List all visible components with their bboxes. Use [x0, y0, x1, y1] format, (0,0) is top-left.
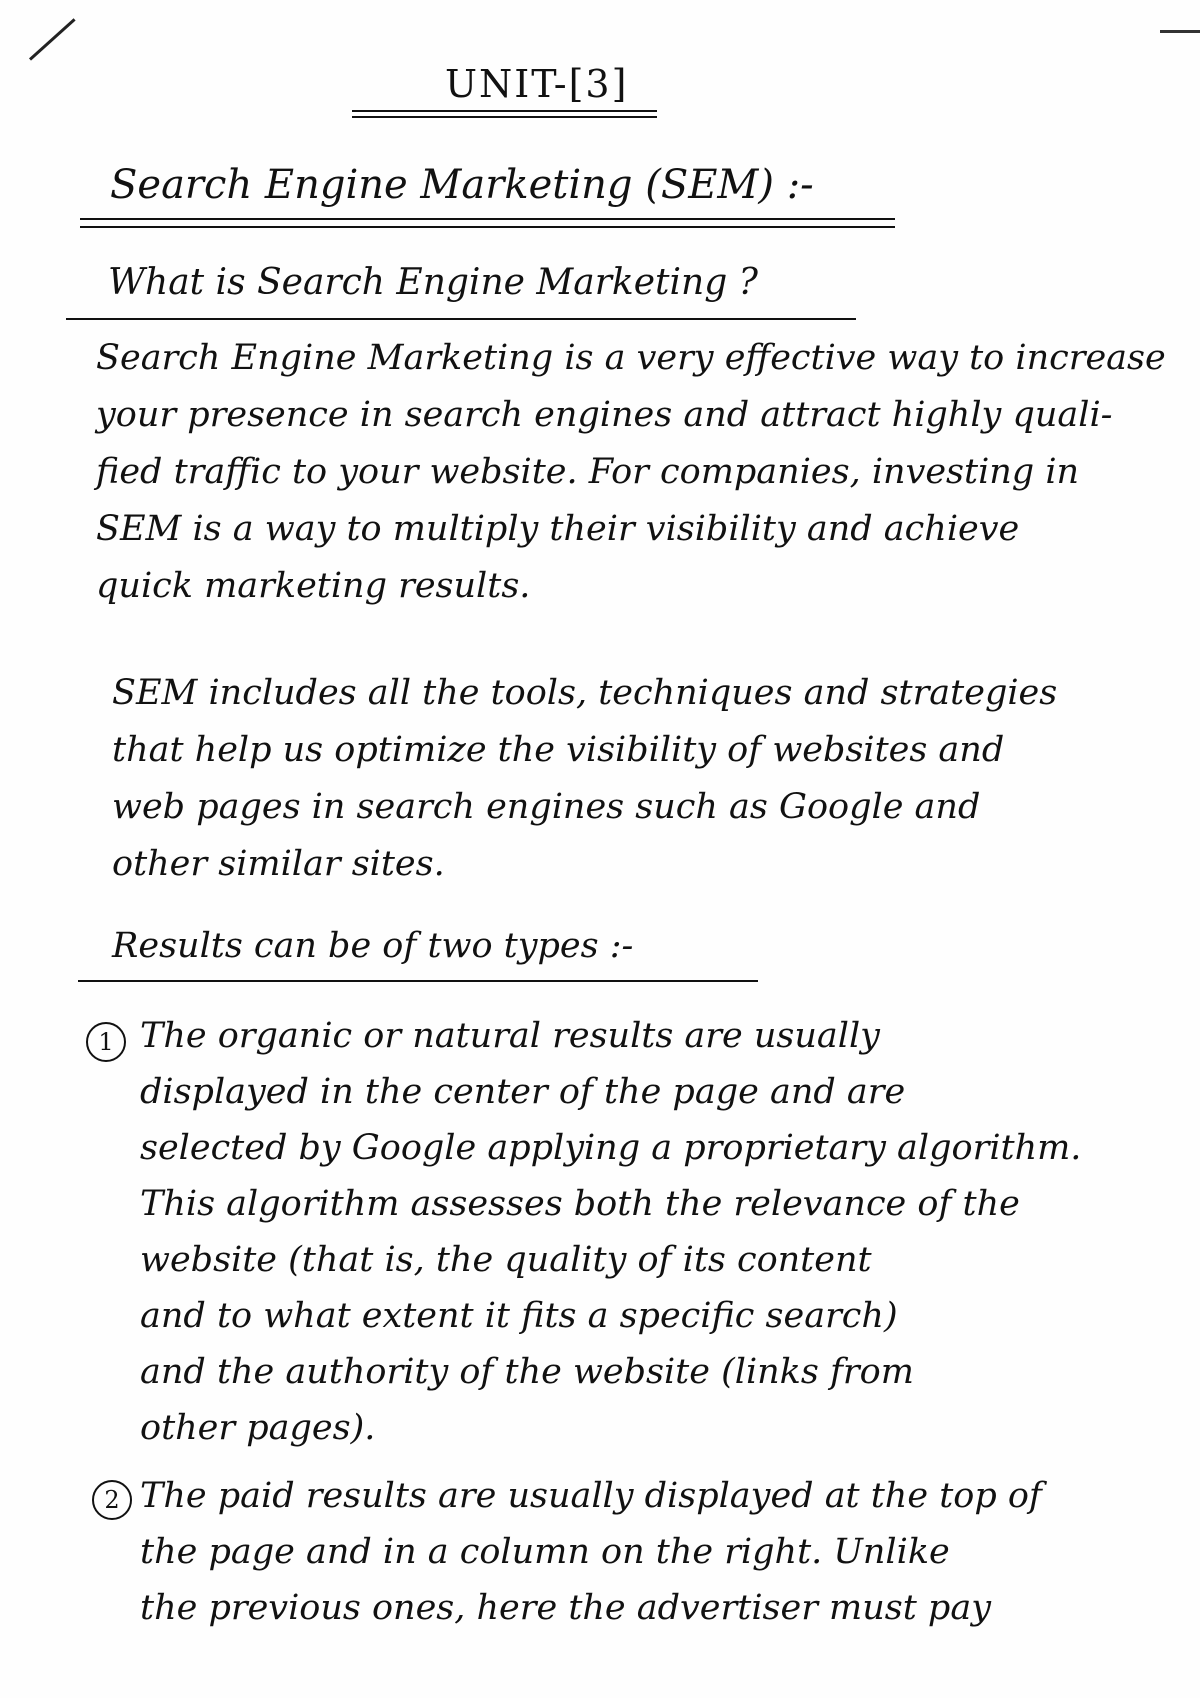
paragraph-line: fied traffic to your website. For companies, investing in [96, 452, 1080, 492]
paragraph-line: SEM includes all the tools, techniques and strategies [112, 673, 1058, 713]
list-item-line: This algorithm assesses both the relevance of the [140, 1184, 1020, 1224]
results-heading: Results can be of two types :- [112, 926, 634, 966]
paragraph-line: Search Engine Marketing is a very effective way to increase [96, 338, 1166, 378]
unit-title: UNIT-[3] [445, 62, 629, 106]
list-item-line: displayed in the center of the page and are [140, 1072, 906, 1112]
item-number-1: 1 [86, 1022, 126, 1062]
paragraph-line: that help us optimize the visibility of websites and [112, 730, 1005, 770]
page-edge-mark [1160, 30, 1200, 33]
list-item-line: the previous ones, here the advertiser must pay [140, 1588, 991, 1628]
list-item-organic [140, 1008, 1190, 1456]
list-item-line: The paid results are usually displayed at the top of [140, 1476, 1042, 1516]
list-item-line: selected by Google applying a proprietary algorithm. [140, 1128, 1082, 1168]
list-item-line: other pages). [140, 1408, 376, 1448]
paragraph-line: quick marketing results. [96, 566, 531, 606]
results-heading-underline [78, 980, 758, 982]
main-heading: Search Engine Marketing (SEM) :- [110, 162, 814, 208]
list-item-line: and the authority of the website (links from [140, 1352, 914, 1392]
sub-heading-underline [66, 318, 856, 320]
unit-title-underline-2 [352, 116, 657, 118]
paragraph-intro [96, 330, 1196, 615]
unit-title-underline-1 [352, 110, 657, 112]
paragraph-line: other similar sites. [112, 844, 445, 884]
paragraph-sem-scope [112, 665, 1192, 893]
paragraph-line: your presence in search engines and attract highly quali- [96, 395, 1113, 435]
list-item-line: the page and in a column on the right. Unlike [140, 1532, 950, 1572]
list-item-line: The organic or natural results are usually [140, 1016, 880, 1056]
sub-heading: What is Search Engine Marketing ? [108, 262, 758, 303]
pen-stroke-mark [29, 18, 76, 60]
paragraph-line: web pages in search engines such as Google and [112, 787, 981, 827]
list-item-paid [140, 1468, 1190, 1636]
item-number-2: 2 [92, 1480, 132, 1520]
main-heading-underline-2 [80, 226, 895, 228]
paragraph-line: SEM is a way to multiply their visibility and achieve [96, 509, 1020, 549]
main-heading-underline-1 [80, 218, 895, 220]
list-item-line: and to what extent it fits a specific search) [140, 1296, 898, 1336]
list-item-line: website (that is, the quality of its content [140, 1240, 872, 1280]
